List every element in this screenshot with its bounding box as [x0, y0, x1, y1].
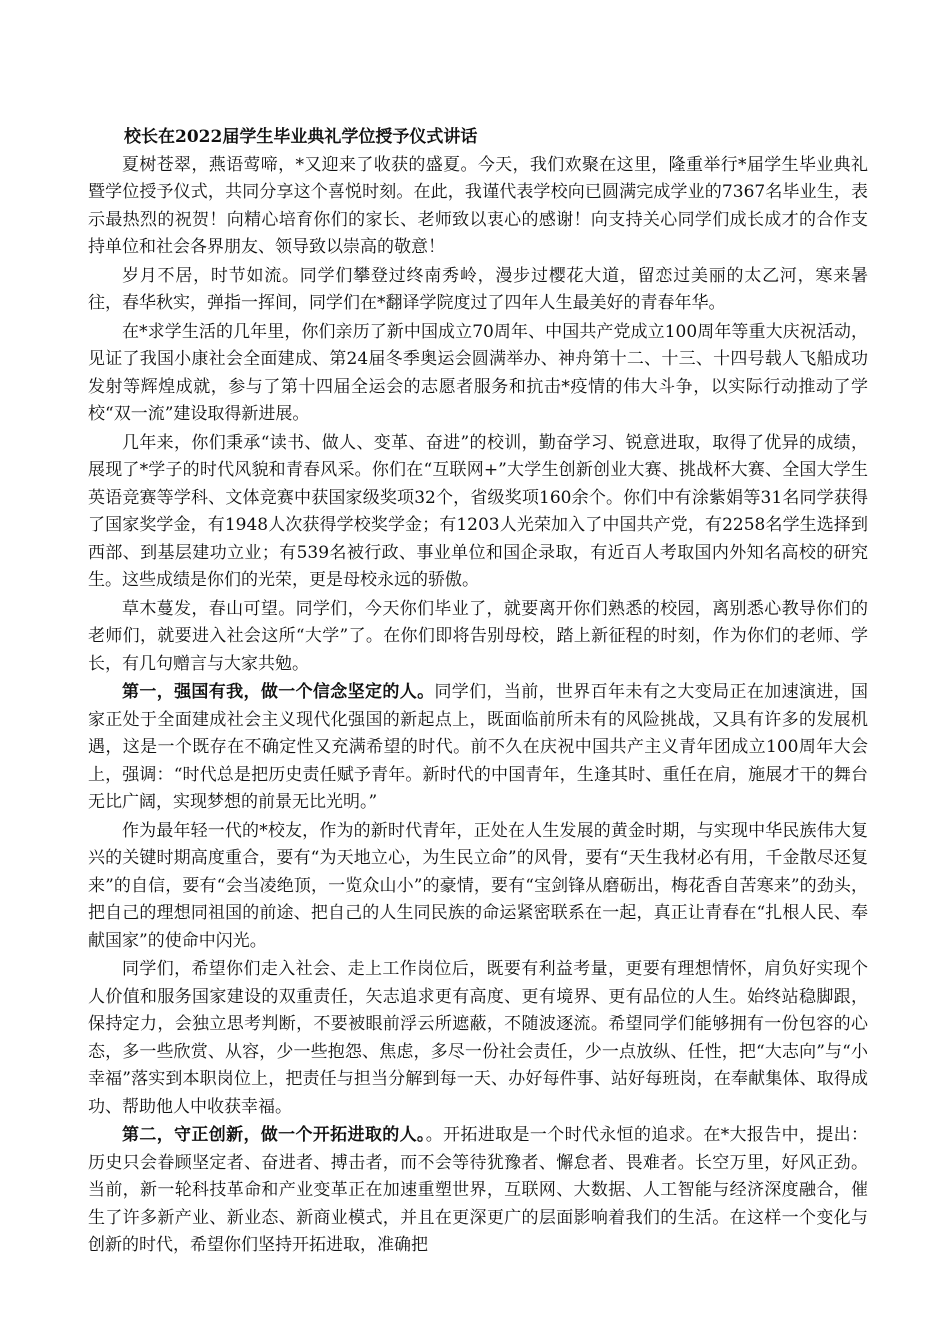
paragraph-lead: 第一，强国有我，做一个信念坚定的人。 — [122, 682, 435, 702]
paragraph-farewell — [88, 596, 868, 679]
paragraph-text: 草木蔓发，春山可望。同学们，今天你们毕业了，就要离开你们熟悉的校园，离别悉心教导你们的老师们，就要进入社会这所“大学”了。在你们即将告别母校，踏上新征程的时刻，作为你们的老师、学长，有几句赠言与大家共勉。 — [88, 598, 868, 674]
paragraph-first-point — [88, 679, 868, 817]
document-body — [88, 124, 868, 1261]
paragraph-responsibility — [88, 956, 868, 1121]
paragraph-lead: 第二，守正创新，做一个开拓进取的人。 — [122, 1125, 426, 1145]
paragraph-achievements — [88, 430, 868, 595]
paragraph-text: 。开拓进取是一个时代永恒的追求。在*大报告中，提出：历史只会眷顾坚定者、奋进者、搏击者，而不会等待犹豫者、懈怠者、畏难者。长空万里，好风正劲。当前，新一轮科技革命和产业变革正在加速重塑世界，互联网、大数据、人工智能与经济深度融合，催生了许多新产业、新业态、新商业模式，并且在更深更广的层面影响着我们的生活。在这样一个变化与创新的时代，希望你们坚持开拓进取，准确把 — [88, 1125, 869, 1255]
paragraph-text: 作为最年轻一代的*校友，作为的新时代青年，正处在人生发展的黄金时期，与实现中华民族伟大复兴的关键时期高度重合，要有“为天地立心，为生民立命”的风骨，要有“天生我材必有用，千金散尽还复来”的自信，要有“会当凌绝顶，一览众山小”的豪情，要有“宝剑锋从磨砺出，梅花香自苦寒来”的劲头，把自己的理想同祖国的前途、把自己的人生同民族的命运紧密联系在一起，真正让青春在“扎根人民、奉献国家”的使命中闪光。 — [88, 820, 868, 951]
paragraph-campus-memories — [88, 263, 868, 318]
paragraph-text: 几年来，你们秉承“读书、做人、变革、奋进”的校训，勤奋学习、锐意进取，取得了优异的成绩，展现了*学子的时代风貌和青春风采。你们在“互联网+”大学生创新创业大赛、挑战杯大赛、全国大学生英语竞赛等学科、文体竞赛中获国家级奖项32个，省级奖项160余个。你们中有涂紫娟等31名同学获得了国家奖学金，有1948人次获得学校奖学金；有1203人光荣加入了中国共产党，有2258名学生选择到西部、到基层建功立业；有539名被行政、事业单位和国企录取，有近百人考取国内外知名高校的研究生。这些成绩是你们的光荣，更是母校永远的骄傲。 — [88, 432, 868, 590]
paragraph-youth-mission — [88, 818, 868, 956]
paragraph-second-point — [88, 1122, 868, 1260]
paragraph-text: 同学们，当前，世界百年未有之大变局正在加速演进，国家正处于全面建成社会主义现代化强国的新起点上，既面临前所未有的风险挑战，又具有许多的发展机遇，这是一个既存在不确定性又充满希望的时代。前不久在庆祝中国共产主义青年团成立100周年大会上，强调：“时代总是把历史责任赋予青年。新时代的中国青年，生逢其时、重任在肩，施展才干的舞台无比广阔，实现梦想的前景无比光明。” — [88, 682, 869, 812]
paragraph-text: 同学们，希望你们走入社会、走上工作岗位后，既要有利益考量，更要有理想情怀，肩负好实现个人价值和服务国家建设的双重责任，矢志追求更有高度、更有境界、更有品位的人生。始终站稳脚跟，保持定力，会独立思考判断，不要被眼前浮云所遮蔽，不随波逐流。希望同学们能够拥有一份包容的心态，多一些欣赏、从容，少一些抱怨、焦虑，多尽一份社会责任，少一点放纵、任性，把“大志向”与“小幸福”落实到本职岗位上，把责任与担当分解到每一天、办好每件事、站好每班岗，在奉献集体、取得成功、帮助他人中收获幸福。 — [88, 959, 868, 1117]
document-title: 校长在2022届学生毕业典礼学位授予仪式讲话 — [124, 127, 478, 147]
paragraph-opening — [88, 152, 868, 262]
paragraph-text: 岁月不居，时节如流。同学们攀登过终南秀岭，漫步过樱花大道，留恋过美丽的太乙河，寒来暑往，春华秋实，弹指一挥间，同学们在*翻译学院度过了四年人生最美好的青春年华。 — [88, 265, 868, 313]
paragraph-text: 夏树苍翠，燕语莺啼，*又迎来了收获的盛夏。今天，我们欢聚在这里，隆重举行*届学生毕业典礼暨学位授予仪式，共同分享这个喜悦时刻。在此，我谨代表学校向已圆满完成学业的7367名毕业生，表示最热烈的祝贺！向精心培育你们的家长、老师致以衷心的感谢！向支持关心同学们成长成才的合作支持单位和社会各界朋友、领导致以崇高的敬意！ — [88, 154, 868, 257]
paragraph-text: 在*求学生活的几年里，你们亲历了新中国成立70周年、中国共产党成立100周年等重大庆祝活动，见证了我国小康社会全面建成、第24届冬季奥运会圆满举办、神舟第十二、十三、十四号载人飞船成功发射等辉煌成就，参与了第十四届全运会的志愿者服务和抗击*疫情的伟大斗争，以实际行动推动了学校“双一流”建设取得新进展。 — [88, 321, 868, 424]
paragraph-milestones — [88, 319, 868, 429]
